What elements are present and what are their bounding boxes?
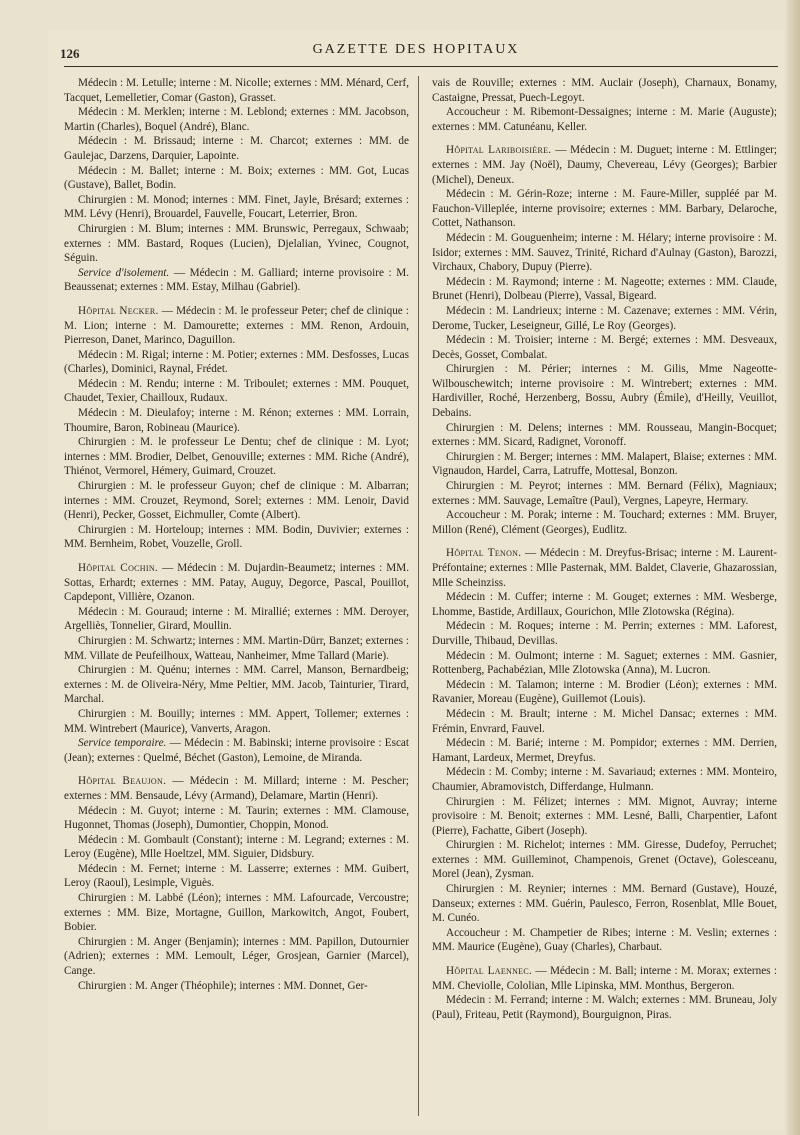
entry-text: Accoucheur : M. Ribemont-Dessaignes; interne : M. Marie (Auguste); externes : MM. Catunéanu, Keller. [432,106,777,133]
entry-text: Médecin : M. Merklen; interne : M. Leblond; externes : MM. Jacobson, Martin (Charles), Boquel (André), Blanc. [64,106,409,133]
hospital-name: Hôpital Lariboisière. [446,144,552,157]
entry-text: Chirurgien : M. Delens; internes : MM. Rousseau, Mangin-Bocquet; externes : MM. Sicard, Radignet, Voronoff. [432,421,777,449]
entry-text: Médecin : M. Cuffer; interne : M. Gouget; externes : MM. Wesberge, Lhomme, Bastide, Ardillaux, Gourichon, Mlle Zlotowska (Régina). [432,591,777,618]
staff-entry-paragraph [64,862,409,891]
entry-text: — Médecin : M. Duguet; interne : M. Ettlinger; externes : MM. Jay (Noël), Daumy, Chevereau, Lévy (Georges); Barbier (Michel), Deneux. [432,144,777,186]
entry-text: Médecin : M. Brissaud; interne : M. Charcot; externes : MM. de Gaulejac, Darzens, Darquier, Lapointe. [64,135,409,162]
staff-entry-paragraph [64,435,409,479]
entry-text: Chirurgien : M. Blum; internes : MM. Brunswic, Perregaux, Schwaab; externes : MM. Bastard, Roques (Lucien), Djelalian, Yvinec, Cougnot, Séguin. [64,222,409,265]
entry-text: — Médecin : M. Babinski; interne provisoire : Escat (Jean); externes : Quelmé, Béchet (Gaston), Lemoine, de Miranda. [64,737,409,764]
entry-text: — Médecin : M. Dujardin-Beaumetz; internes : MM. Sottas, Erhardt; externes : MM. Patay, Auguy, Degorce, Pascal, Pouillot, Capdepont, Villière, Ozanon. [64,562,409,604]
entry-text: Chirurgien : M. le professeur Le Dentu; chef de clinique : M. Lyot; internes : MM. Brodier, Delbet, Genouville; externes : MM. Riche (André), Thiénot, Vermorel, Hémery, Guimard, Crouzet. [64,436,409,478]
staff-entry-paragraph [64,523,409,552]
hospital-section-paragraph [432,143,777,187]
hospital-name: Hôpital Beaujon. [78,775,167,788]
entry-text: Chirurgien : M. Bouilly; internes : MM. Appert, Tollemer; externes : MM. Wintrebert (Maurice), Vanverts, Aragon. [64,707,409,735]
staff-entry-paragraph [432,304,777,333]
entry-text: Médecin : M. Gouguenheim; interne : M. Hélary; interne provisoire : M. Isidor; externes : MM. Sauvez, Trinité, Richard d'Aulnay (Gaston), Barozzi, Virchaux, Chabory, Dupuy (Pierre). [432,231,777,274]
staff-entry-paragraph [64,979,409,994]
running-title: GAZETTE DES HOPITAUX [312,42,520,57]
staff-entry-paragraph [432,926,777,955]
entry-text: Médecin : M. Gombault (Constant); interne : M. Legrand; externes : M. Leroy (Eugène), Mlle Hoeltzel, MM. Siguier, Didsbury. [64,833,409,861]
staff-entry-paragraph [64,266,409,295]
entry-text: Médecin : M. Troisier; interne : M. Bergé; externes : MM. Desveaux, Decès, Gosset, Combalat. [432,334,777,361]
service-name: Service d'isolement. [78,266,170,279]
staff-entry-paragraph [432,362,777,420]
staff-entry-paragraph [432,619,777,648]
entry-text: Médecin : M. Rigal; interne : M. Potier; externes : MM. Desfosses, Lucas (Charles), Dominici, Raynal, Frédet. [64,348,409,376]
entry-text: Chirurgien : M. Quénu; internes : MM. Carrel, Manson, Bernardbeig; externes : M. de Oliveira-Néry, Mme Peltier, MM. Jacob, Tainturier, Tirard, Marchal. [64,664,409,706]
staff-entry-paragraph [64,707,409,736]
entry-text: Médecin : M. Barié; interne : M. Pompidor; externes : MM. Derrien, Hamant, Lardeux, Mermet, Dreyfus. [432,737,777,764]
staff-entry-paragraph [432,707,777,736]
entry-text: Chirurgien : M. Richelot; internes : MM. Giresse, Dudefoy, Perruchet; externes : MM. Guilleminot, Champenois, Grenet (Octave), Golesceanu, Morel (Jean), Zysman. [432,839,777,881]
entry-text: Médecin : M. Landrieux; interne : M. Cazenave; externes : MM. Vérin, Derome, Tucker, Leseigneur, Gillé, Le Roy (Georges). [432,304,777,332]
staff-entry-paragraph [432,649,777,678]
hospital-section-paragraph [64,304,409,348]
entry-text: Médecin : M. Gérin-Roze; interne : M. Faure-Miller, suppléé par M. Fauchon-Villeplée, interne provisoire; externes : MM. Barbary, Delaroche, Cottet, Nathanson. [432,188,777,230]
entry-text: Médecin : M. Ballet; interne : M. Boix; externes : MM. Got, Lucas (Gustave), Ballet, Bodin. [64,164,409,192]
staff-entry-paragraph [64,134,409,163]
staff-entry-paragraph [64,833,409,862]
staff-entry-paragraph [432,421,777,450]
staff-entry-paragraph [64,663,409,707]
staff-entry-paragraph [432,678,777,707]
entry-text: — Médecin : M. Millard; interne : M. Pescher; externes : MM. Bensaude, Lévy (Armand), Delamare, Martin (Henri). [64,775,409,802]
staff-entry-paragraph [432,765,777,794]
entry-text: Médecin : M. Oulmont; interne : M. Saguet; externes : MM. Gasnier, Rottenberg, Pachabézian, Mlle Zlotowska (Anna), M. Lucron. [432,649,777,677]
page-binding-edge [786,0,800,1135]
staff-entry-paragraph [432,736,777,765]
staff-entry-paragraph [64,164,409,193]
staff-entry-paragraph [64,935,409,979]
staff-entry-paragraph [64,377,409,406]
column-divider [418,76,419,1116]
entry-text: — Médecin : M. le professeur Peter; chef de clinique : M. Lion; interne : M. Damourette; externes : MM. Renon, Ardouin, Pierreson, Danet, Marinco, Daguillon. [64,304,409,347]
entry-text: vais de Rouville; externes : MM. Auclair (Joseph), Charnaux, Bonamy, Castaigne, Pressat, Puech-Legoyt. [432,77,777,104]
hospital-section-paragraph [64,774,409,803]
staff-entry-paragraph [432,231,777,275]
staff-entry-paragraph [432,105,777,134]
page-header [48,40,784,66]
staff-entry-paragraph [432,479,777,508]
entry-text: Chirurgien : M. le professeur Guyon; chef de clinique : M. Albarran; internes : MM. Crouzet, Reymond, Sorel; externes : MM. Lenoir, David (Henri), Pecker, Gosset, Eichmuller, Comte (Albert). [64,480,409,522]
hospital-name: Hôpital Cochin. [78,562,159,574]
staff-entry-paragraph [64,736,409,765]
staff-entry-paragraph [432,590,777,619]
staff-entry-paragraph [64,222,409,266]
staff-entry-paragraph [432,187,777,231]
header-rule [64,66,778,67]
left-column [64,76,409,1126]
staff-entry-paragraph [64,76,409,105]
entry-text: Accoucheur : M. Champetier de Ribes; interne : M. Veslin; externes : MM. Maurice (Eugène), Guay (Charles), Charbaut. [432,926,777,954]
staff-entry-paragraph [432,450,777,479]
page-number: 126 [60,46,80,61]
staff-entry-paragraph [64,406,409,435]
hospital-name: Hôpital Tenon. [446,547,522,560]
entry-text: Médecin : M. Ferrand; interne : M. Walch; externes : MM. Bruneau, Joly (Paul), Friteau, Petit (Raymond), Bourguignon, Piras. [432,994,777,1021]
entry-text: Chirurgien : M. Labbé (Léon); internes : MM. Lafourcade, Vercoustre; externes : MM. Bize, Mortagne, Guillon, Markowitch, Angot, Foubert, Bobier. [64,892,409,934]
staff-entry-paragraph [432,333,777,362]
entry-text: Médecin : M. Dieulafoy; interne : M. Rénon; externes : MM. Lorrain, Thoumire, Baron, Robineau (Maurice). [64,407,409,434]
entry-text: Médecin : M. Brault; interne : M. Michel Dansac; externes : MM. Frémin, Envrard, Fauvel. [432,707,777,735]
entry-text: Médecin : M. Fernet; interne : M. Lasserre; externes : MM. Guibert, Leroy (Raoul), Lesimple, Viguès. [64,862,409,890]
staff-entry-paragraph [64,479,409,523]
hospital-section-paragraph [432,964,777,993]
staff-entry-paragraph [64,105,409,134]
staff-entry-paragraph [64,605,409,634]
entry-text: Médecin : M. Guyot; interne : M. Taurin; externes : MM. Clamouse, Hugonnet, Thomas (Joseph), Dumontier, Choppin, Monod. [64,804,409,832]
staff-entry-paragraph [432,795,777,839]
entry-text: — Médecin : M. Galliard; interne provisoire : M. Beaussenat; externes : MM. Estay, Milhau (Gabriel). [64,266,409,294]
entry-text: Chirurgien : M. Félizet; internes : MM. Mignot, Auvray; interne provisoire : M. Benoit; externes : MM. Lesné, Balli, Charpentier, Lafont (Pierre), Fachatte, Gibert (Joseph). [432,795,777,837]
entry-text: Chirurgien : M. Berger; internes : MM. Malapert, Blaise; externes : MM. Vignaudon, Hardel, Carra, Latruffe, Mottesal, Bonzon. [432,450,777,478]
entry-text: Chirurgien : M. Monod; internes : MM. Finet, Jayle, Brésard; externes : MM. Lévy (Henri), Brouardel, Fauvelle, Foucart, Leterrier, Bron. [64,193,409,221]
entry-text: Chirurgien : M. Peyrot; internes : MM. Bernard (Félix), Magniaux; externes : MM. Sauvage, Lemaître (Paul), Vergnes, Lapeyre, Hermary. [432,480,777,507]
staff-entry-paragraph [64,193,409,222]
entry-text: Chirurgien : M. Horteloup; internes : MM. Bodin, Duvivier; externes : MM. Bernheim, Robet, Vouzelle, Groll. [64,523,409,551]
staff-entry-paragraph [432,508,777,537]
staff-entry-paragraph [64,634,409,663]
entry-text: Chirurgien : M. Anger (Benjamin); internes : MM. Papillon, Dutournier (Adrien); externes : MM. Lemoult, Léger, Grosjean, Garnier (Marcel), Cange. [64,935,409,978]
staff-entry-paragraph [432,993,777,1022]
entry-text: — Médecin : M. Ball; interne : M. Morax; externes : MM. Cheviolle, Cololian, Mlle Lipinska, MM. Monthus, Bergeron. [432,965,777,992]
staff-entry-paragraph [64,348,409,377]
hospital-name: Hôpital Laennec. [446,965,533,978]
entry-text: Chirurgien : M. Schwartz; internes : MM. Martin-Dürr, Banzet; externes : MM. Villate de Peufeilhoux, Watteau, Nanheimer, Mme Tallard (Marie). [64,634,409,662]
staff-entry-paragraph [432,882,777,926]
newspaper-page [48,30,784,1130]
entry-text: Médecin : M. Raymond; interne : M. Nageotte; externes : MM. Claude, Brunet (Henri), Dolbeau (Pierre), Vassal, Bigeard. [432,275,777,303]
entry-text: Médecin : M. Roques; interne : M. Perrin; externes : MM. Laforest, Durville, Thibaud, Devillas. [432,620,777,647]
entry-text: Chirurgien : M. Reynier; internes : MM. Bernard (Gustave), Houzé, Danseux; externes : MM. Guérin, Paulesco, Ferron, Rosenblat, Mlle Bouet, M. Cunéo. [432,883,777,925]
hospital-section-paragraph [432,546,777,590]
staff-entry-paragraph [64,891,409,935]
entry-text: Médecin : M. Letulle; interne : M. Nicolle; externes : MM. Ménard, Cerf, Tacquet, Lemelletier, Comar (Gaston), Grasset. [64,77,409,104]
entry-text: Accoucheur : M. Porak; interne : M. Touchard; externes : MM. Bruyer, Millon (René), Clément (Georges), Eudlitz. [432,509,777,536]
entry-text: — Médecin : M. Dreyfus-Brisac; interne : M. Laurent-Préfontaine; externes : Mlle Pasternak, MM. Baldet, Claverie, Ghazarossian, Mlle Scheinziss. [432,547,777,589]
staff-entry-paragraph [432,76,777,105]
entry-text: Médecin : M. Comby; interne : M. Savariaud; externes : MM. Monteiro, Chaumier, Abramovistch, Differdange, Hulmann. [432,766,777,793]
staff-entry-paragraph [64,804,409,833]
entry-text: Médecin : M. Gouraud; interne : M. Mirallié; externes : MM. Deroyer, Argelliès, Tonnelier, Girard, Moullin. [64,605,409,633]
entry-text: Chirurgien : M. Périer; internes : M. Gilis, Mme Nageotte-Wilbouschewitch; interne provisoire : M. Wintrebert; externes : MM. Hardiviller, Roché, Herzenberg, Bossu, Aubry (Émile), d'Heilly, Veuillot, Debains. [432,363,777,420]
staff-entry-paragraph [432,838,777,882]
right-column [432,76,777,1126]
entry-text: Médecin : M. Talamon; interne : M. Brodier (Léon); externes : MM. Ravanier, Moreau (Eugène), Guillemot (Louis). [432,678,777,706]
entry-text: Chirurgien : M. Anger (Théophile); internes : MM. Donnet, Ger- [78,979,368,992]
service-name: Service temporaire. [78,737,167,750]
staff-entry-paragraph [432,275,777,304]
entry-text: Médecin : M. Rendu; interne : M. Triboulet; externes : MM. Pouquet, Chaudet, Texier, Chailloux, Rudaux. [64,377,409,405]
hospital-section-paragraph [64,561,409,605]
hospital-name: Hôpital Necker. [78,304,159,317]
